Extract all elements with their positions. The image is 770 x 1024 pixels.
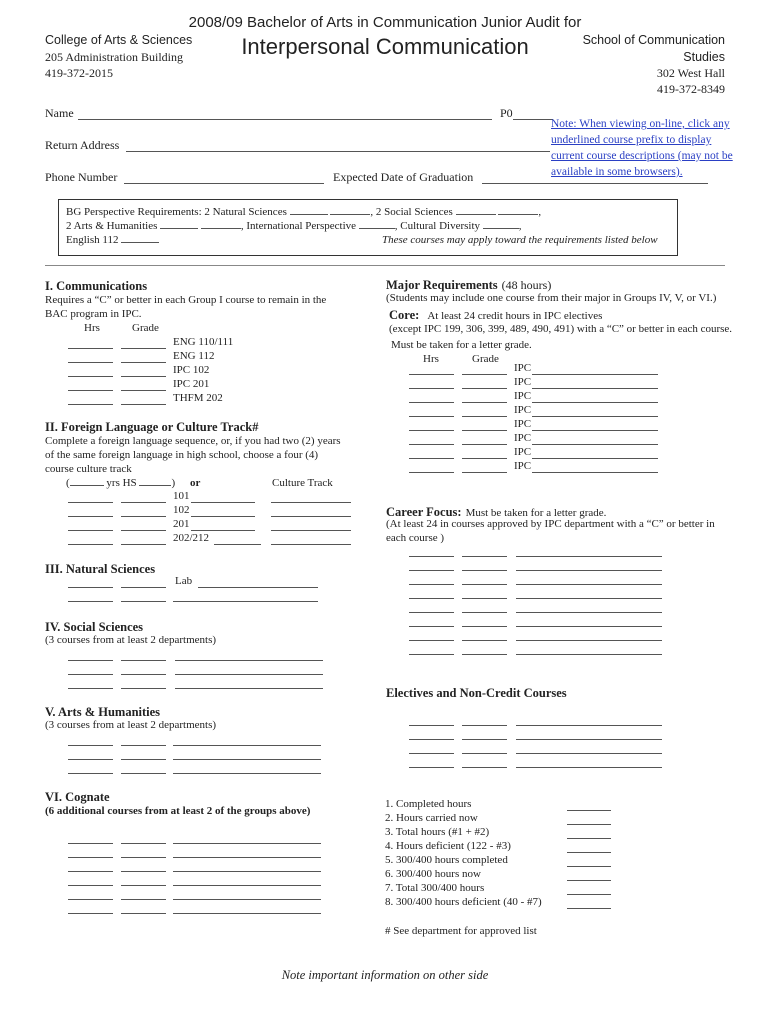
name-field[interactable]: [78, 119, 492, 120]
grade-blank[interactable]: [462, 416, 507, 417]
course-blank[interactable]: [191, 516, 255, 517]
course-label: 101: [173, 490, 190, 502]
grade-blank[interactable]: [121, 660, 166, 661]
hrs-blank[interactable]: [68, 857, 113, 858]
foreign-language-heading: II. Foreign Language or Culture Track#: [45, 420, 259, 434]
grade-blank[interactable]: [462, 556, 507, 557]
hrs-blank[interactable]: [68, 404, 113, 405]
course-blank[interactable]: [173, 885, 321, 886]
course-blank[interactable]: [173, 913, 321, 914]
online-note-line[interactable]: underlined course prefix to display: [551, 134, 712, 146]
hrs-blank[interactable]: [68, 871, 113, 872]
grade-blank[interactable]: [462, 584, 507, 585]
course-blank[interactable]: [173, 899, 321, 900]
bg-natural-label: BG Perspective Requirements: 2 Natural Sciences: [66, 206, 287, 218]
grade-blank[interactable]: [121, 857, 166, 858]
bg-arts-label: 2 Arts & Humanities: [66, 220, 158, 232]
ipc-course-blank[interactable]: [532, 472, 658, 473]
bg-line-1: BG Perspective Requirements: 2 Natural Sciences , 2 Social Sciences ,: [66, 206, 542, 218]
hrs-blank[interactable]: [68, 348, 113, 349]
hrs-blank[interactable]: [68, 899, 113, 900]
hrs-blank[interactable]: [68, 362, 113, 363]
hrs-blank[interactable]: [409, 556, 454, 557]
hrs-blank[interactable]: [409, 570, 454, 571]
hrs-blank[interactable]: [68, 843, 113, 844]
section-divider: [45, 265, 725, 266]
grade-blank[interactable]: [462, 374, 507, 375]
grade-blank[interactable]: [121, 362, 166, 363]
online-note-line[interactable]: current course descriptions (may not be: [551, 150, 733, 162]
course-label: ENG 110/111: [173, 336, 234, 348]
grade-blank[interactable]: [121, 688, 166, 689]
course-blank[interactable]: [214, 544, 261, 545]
course-blank[interactable]: [175, 660, 323, 661]
hours-summary-blank[interactable]: [567, 894, 611, 895]
course-blank[interactable]: [516, 584, 662, 585]
culture-track-label: Culture Track: [272, 477, 333, 489]
course-blank[interactable]: [516, 598, 662, 599]
hrs-blank[interactable]: [68, 773, 113, 774]
ipc-course-blank[interactable]: [532, 416, 658, 417]
bg-social-blank-1[interactable]: [456, 214, 496, 215]
arts-humanities-desc: (3 courses from at least 2 departments): [45, 719, 217, 731]
ipc-course-blank[interactable]: [532, 458, 658, 459]
grade-blank[interactable]: [462, 739, 507, 740]
course-blank[interactable]: [516, 767, 662, 768]
major-desc: (Students may include one course from their major in Groups IV, V, or VI.): [386, 292, 717, 304]
lab-label: Lab: [175, 575, 193, 587]
grade-blank[interactable]: [121, 516, 166, 517]
cognate-heading: VI. Cognate: [45, 790, 110, 804]
grade-blank[interactable]: [462, 472, 507, 473]
college-name: College of Arts & Sciences: [45, 33, 193, 47]
hrs-blank[interactable]: [68, 601, 113, 602]
ipc-label: IPC: [514, 376, 532, 388]
or-label: or: [190, 477, 201, 489]
hrs-blank[interactable]: [68, 660, 113, 661]
online-note[interactable]: [551, 116, 733, 180]
grade-blank[interactable]: [121, 601, 166, 602]
grade-blank[interactable]: [121, 759, 166, 760]
bg-diversity-label: , Cultural Diversity: [394, 220, 481, 232]
grade-blank[interactable]: [121, 587, 166, 588]
graduation-label: Expected Date of Graduation: [333, 170, 474, 184]
hrs-blank[interactable]: [409, 458, 454, 459]
hrs-blank[interactable]: [409, 725, 454, 726]
yrs-hs-row: ( yrs HS ): [66, 477, 176, 489]
school-phone: 419-372-8349: [657, 82, 725, 96]
hrs-blank[interactable]: [409, 767, 454, 768]
grade-blank[interactable]: [121, 843, 166, 844]
p0-field[interactable]: [513, 119, 553, 120]
course-label: IPC 201: [173, 378, 210, 390]
communications-heading: I. Communications: [45, 279, 148, 293]
course-label: ENG 112: [173, 350, 215, 362]
hrs-blank[interactable]: [68, 674, 113, 675]
hours-summary-item: 6. 300/400 hours now: [385, 868, 481, 880]
grade-blank[interactable]: [121, 871, 166, 872]
name-label: Name: [45, 106, 74, 120]
grade-blank[interactable]: [462, 654, 507, 655]
hrs-header: Hrs: [84, 322, 100, 334]
course-blank[interactable]: [516, 640, 662, 641]
grade-blank[interactable]: [121, 390, 166, 391]
course-blank[interactable]: [516, 570, 662, 571]
hrs-blank[interactable]: [409, 444, 454, 445]
hours-summary-blank[interactable]: [567, 866, 611, 867]
course-label: IPC 102: [173, 364, 210, 376]
bg-social-blank-2[interactable]: [498, 214, 538, 215]
bg-international-label: , International Perspective: [240, 220, 357, 232]
ipc-course-blank[interactable]: [532, 444, 658, 445]
hrs-header: Hrs: [423, 353, 439, 365]
yrs-hs-blank-1[interactable]: [70, 485, 104, 486]
communications-desc-2: BAC program in IPC.: [45, 308, 142, 320]
form-title: 2008/09 Bachelor of Arts in Communication Junior Audit for: [188, 14, 582, 31]
hours-summary-item: 1. Completed hours: [385, 798, 472, 810]
grade-blank[interactable]: [121, 745, 166, 746]
ipc-label: IPC: [514, 390, 532, 402]
return-address-field[interactable]: [126, 151, 550, 152]
hrs-blank[interactable]: [68, 688, 113, 689]
hrs-blank[interactable]: [409, 640, 454, 641]
bg-arts-blank-1[interactable]: [160, 228, 198, 229]
ipc-label: IPC: [514, 418, 532, 430]
grade-blank[interactable]: [121, 885, 166, 886]
grade-blank[interactable]: [121, 502, 166, 503]
culture-track-blank[interactable]: [271, 516, 351, 517]
hours-summary-item: 8. 300/400 hours deficient (40 - #7): [385, 896, 542, 908]
ipc-course-blank[interactable]: [532, 388, 658, 389]
ipc-label: IPC: [514, 404, 532, 416]
career-focus-desc: (At least 24 in courses approved by IPC department with a “C” or better in: [386, 518, 715, 530]
phone-label: Phone Number: [45, 170, 118, 184]
course-blank[interactable]: [516, 725, 662, 726]
course-blank[interactable]: [173, 843, 321, 844]
culture-track-blank[interactable]: [271, 544, 351, 545]
footer-note: Note important information on other side: [281, 968, 489, 982]
bg-arts-blank-2[interactable]: [201, 228, 241, 229]
letter-grade-note: Must be taken for a letter grade.: [391, 339, 532, 351]
hours-summary-blank[interactable]: [567, 838, 611, 839]
hrs-blank[interactable]: [409, 654, 454, 655]
grade-blank[interactable]: [462, 388, 507, 389]
hrs-blank[interactable]: [68, 390, 113, 391]
ipc-label: IPC: [514, 446, 532, 458]
grade-blank[interactable]: [462, 612, 507, 613]
course-blank[interactable]: [198, 587, 318, 588]
bg-social-label: , 2 Social Sciences: [370, 206, 453, 218]
hrs-blank[interactable]: [409, 739, 454, 740]
grade-blank[interactable]: [462, 626, 507, 627]
hrs-blank[interactable]: [409, 598, 454, 599]
core-desc: At least 24 credit hours in IPC electives: [427, 310, 603, 322]
grade-blank[interactable]: [121, 773, 166, 774]
footnote: # See department for approved list: [385, 925, 537, 937]
grade-blank[interactable]: [121, 348, 166, 349]
hrs-blank[interactable]: [409, 430, 454, 431]
graduation-field[interactable]: [482, 183, 708, 184]
grade-blank[interactable]: [462, 640, 507, 641]
grade-blank[interactable]: [121, 913, 166, 914]
phone-field[interactable]: [124, 183, 324, 184]
hrs-blank[interactable]: [409, 626, 454, 627]
yrs-hs-blank-2[interactable]: [139, 485, 171, 486]
course-blank[interactable]: [191, 502, 255, 503]
hrs-blank[interactable]: [409, 584, 454, 585]
college-phone: 419-372-2015: [45, 66, 113, 80]
culture-track-blank[interactable]: [271, 502, 351, 503]
bg-english-label: English 112: [66, 234, 119, 246]
ipc-label: IPC: [514, 362, 532, 374]
course-label: 102: [173, 504, 190, 516]
foreign-language-desc-2: of the same foreign language in high school, choose a four (4): [45, 449, 319, 461]
career-focus-note: Must be taken for a letter grade.: [465, 507, 607, 519]
school-name-line2: Studies: [683, 50, 725, 64]
hours-summary-item: 7. Total 300/400 hours: [385, 882, 485, 894]
course-blank[interactable]: [173, 759, 321, 760]
course-blank[interactable]: [516, 654, 662, 655]
foreign-language-desc: Complete a foreign language sequence, or, if you had two (2) years: [45, 435, 341, 447]
hrs-blank[interactable]: [409, 388, 454, 389]
grade-blank[interactable]: [462, 402, 507, 403]
hrs-blank[interactable]: [68, 516, 113, 517]
hrs-blank[interactable]: [409, 472, 454, 473]
grade-blank[interactable]: [121, 674, 166, 675]
course-blank[interactable]: [173, 857, 321, 858]
course-blank[interactable]: [516, 753, 662, 754]
grade-header: Grade: [472, 353, 499, 365]
grade-blank[interactable]: [462, 444, 507, 445]
grade-blank[interactable]: [462, 430, 507, 431]
course-blank[interactable]: [173, 773, 321, 774]
grade-blank[interactable]: [121, 899, 166, 900]
bg-diversity-blank[interactable]: [483, 228, 519, 229]
ipc-course-blank[interactable]: [532, 402, 658, 403]
p0-label: P0: [500, 106, 513, 120]
hours-summary-item: 5. 300/400 hours completed: [385, 854, 508, 866]
course-blank[interactable]: [173, 871, 321, 872]
grade-blank[interactable]: [462, 767, 507, 768]
grade-blank[interactable]: [121, 376, 166, 377]
course-blank[interactable]: [191, 530, 255, 531]
hrs-blank[interactable]: [68, 530, 113, 531]
course-label: 202/212: [173, 532, 210, 544]
hrs-blank[interactable]: [68, 502, 113, 503]
bg-natural-blank-2[interactable]: [330, 214, 370, 215]
hours-summary-blank[interactable]: [567, 824, 611, 825]
course-label: 201: [173, 518, 190, 530]
course-blank[interactable]: [175, 688, 323, 689]
program-title: Interpersonal Communication: [241, 34, 529, 59]
arts-humanities-heading: V. Arts & Humanities: [45, 705, 161, 719]
grade-blank[interactable]: [462, 725, 507, 726]
grade-blank[interactable]: [121, 530, 166, 531]
course-blank[interactable]: [516, 556, 662, 557]
hrs-blank[interactable]: [68, 913, 113, 914]
hrs-blank[interactable]: [68, 544, 113, 545]
bg-note: These courses may apply toward the requirements listed below: [382, 234, 658, 246]
hours-summary-blank[interactable]: [567, 908, 611, 909]
major-heading: Major Requirements: [386, 278, 498, 292]
hrs-blank[interactable]: [409, 374, 454, 375]
grade-blank[interactable]: [121, 544, 166, 545]
grade-blank[interactable]: [462, 458, 507, 459]
hours-summary-blank[interactable]: [567, 880, 611, 881]
course-blank[interactable]: [516, 739, 662, 740]
bg-international-blank[interactable]: [359, 228, 395, 229]
grade-header: Grade: [132, 322, 159, 334]
bg-english-blank[interactable]: [121, 242, 159, 243]
hrs-blank[interactable]: [68, 587, 113, 588]
return-address-label: Return Address: [45, 138, 120, 152]
school-address: 302 West Hall: [656, 66, 725, 80]
natural-sciences-heading: III. Natural Sciences: [45, 562, 156, 576]
social-sciences-desc: (3 courses from at least 2 departments): [45, 634, 217, 646]
grade-blank[interactable]: [462, 570, 507, 571]
bg-line-2: 2 Arts & Humanities , International Perspective , Cultural Diversity ,: [66, 220, 522, 232]
grade-blank[interactable]: [462, 598, 507, 599]
ipc-label: IPC: [514, 432, 532, 444]
hrs-blank[interactable]: [409, 416, 454, 417]
ipc-label: IPC: [514, 460, 532, 472]
online-note-line[interactable]: Note: When viewing on-line, click any: [551, 118, 730, 130]
major-hours: (48 hours): [501, 278, 552, 292]
hrs-blank[interactable]: [409, 612, 454, 613]
school-name: School of Communication: [582, 33, 725, 47]
cognate-desc: (6 additional courses from at least 2 of the groups above): [45, 805, 311, 817]
yrs-hs-label: yrs HS: [106, 477, 137, 489]
core-label: Core:: [389, 308, 420, 322]
foreign-language-desc-3: course culture track: [45, 463, 132, 475]
social-sciences-heading: IV. Social Sciences: [45, 620, 144, 634]
hours-summary-item: 3. Total hours (#1 + #2): [385, 826, 490, 838]
hours-summary-item: 2. Hours carried now: [385, 812, 478, 824]
electives-heading: Electives and Non-Credit Courses: [386, 686, 567, 700]
hrs-blank[interactable]: [68, 376, 113, 377]
college-address: 205 Administration Building: [45, 50, 184, 64]
hrs-blank[interactable]: [68, 885, 113, 886]
course-blank[interactable]: [173, 601, 318, 602]
hours-summary-item: 4. Hours deficient (122 - #3): [385, 840, 511, 852]
course-blank[interactable]: [175, 674, 323, 675]
hrs-blank[interactable]: [409, 402, 454, 403]
hrs-blank[interactable]: [68, 759, 113, 760]
bg-line-3: [66, 234, 159, 246]
ipc-course-blank[interactable]: [532, 430, 658, 431]
culture-track-blank[interactable]: [271, 530, 351, 531]
core-row: [389, 306, 602, 324]
career-focus-desc-2: each course ): [386, 532, 445, 544]
course-blank[interactable]: [516, 626, 662, 627]
grade-blank[interactable]: [462, 753, 507, 754]
hrs-blank[interactable]: [409, 753, 454, 754]
ipc-course-blank[interactable]: [532, 374, 658, 375]
grade-blank[interactable]: [121, 404, 166, 405]
bg-natural-blank-1[interactable]: [290, 214, 328, 215]
course-label: THFM 202: [173, 392, 223, 404]
hours-summary-blank[interactable]: [567, 852, 611, 853]
online-note-line[interactable]: available in some browsers).: [551, 166, 683, 178]
career-focus-heading: Career Focus:: [386, 505, 462, 519]
core-desc-2: (except IPC 199, 306, 399, 489, 490, 491) with a “C” or better in each course.: [389, 323, 733, 335]
course-blank[interactable]: [173, 745, 321, 746]
hrs-blank[interactable]: [68, 745, 113, 746]
hours-summary-blank[interactable]: [567, 810, 611, 811]
communications-desc: Requires a “C” or better in each Group I course to remain in the: [45, 294, 327, 306]
course-blank[interactable]: [516, 612, 662, 613]
